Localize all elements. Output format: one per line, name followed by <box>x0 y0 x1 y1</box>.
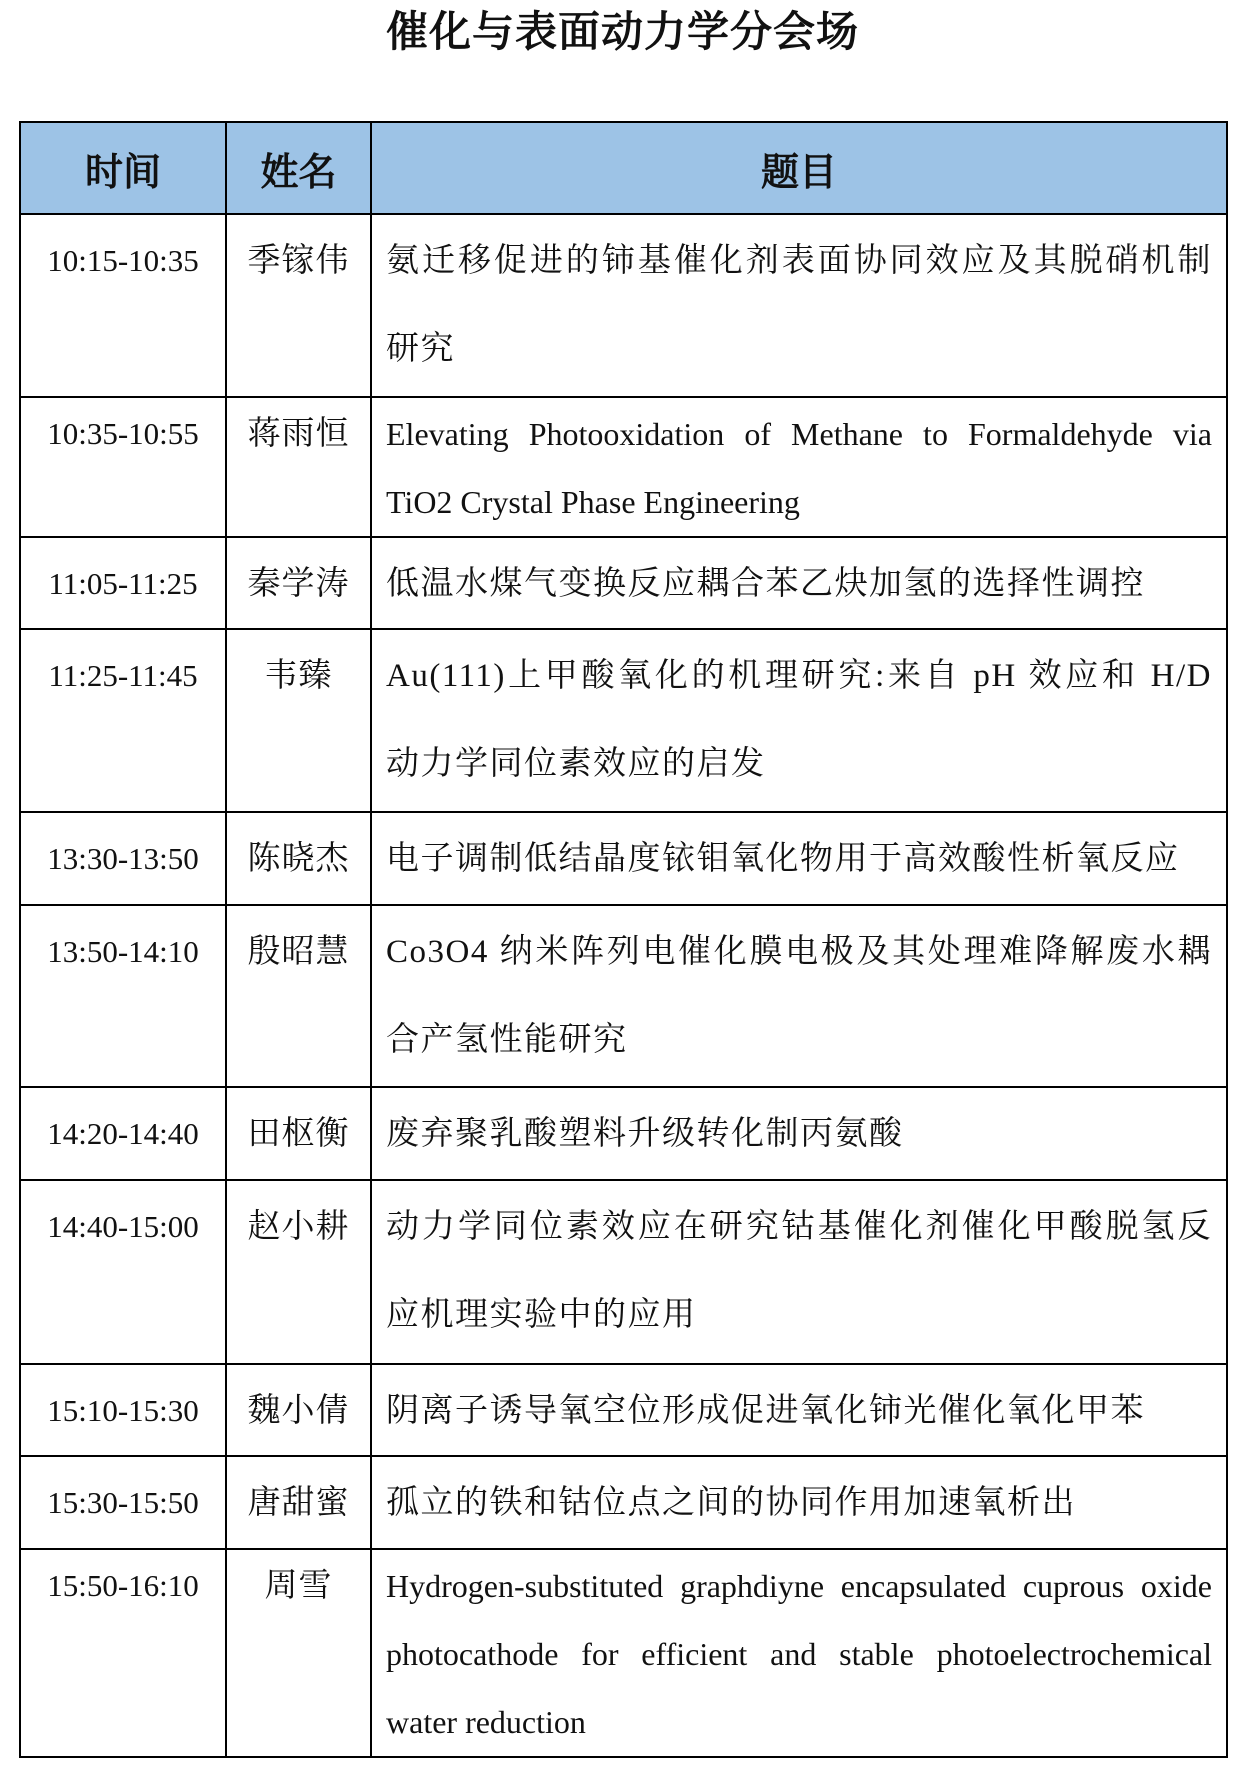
table-header-row <box>20 122 1227 214</box>
time-cell: 15:50-16:10 <box>20 1549 226 1757</box>
time-cell: 15:30-15:50 <box>20 1456 226 1549</box>
table-row <box>20 537 1227 629</box>
time-cell: 14:20-14:40 <box>20 1087 226 1180</box>
table-row <box>20 1456 1227 1549</box>
speaker-name: 赵小耕 <box>226 1180 371 1364</box>
header-time: 时间 <box>20 122 226 214</box>
time-cell: 13:50-14:10 <box>20 905 226 1087</box>
talk-topic: 废弃聚乳酸塑料升级转化制丙氨酸 <box>371 1087 1227 1180</box>
speaker-name: 魏小倩 <box>226 1364 371 1456</box>
schedule-table <box>19 121 1228 1758</box>
table-row <box>20 905 1227 1087</box>
speaker-name: 陈晓杰 <box>226 812 371 905</box>
table-row <box>20 214 1227 397</box>
header-topic: 题目 <box>371 122 1227 214</box>
speaker-name: 秦学涛 <box>226 537 371 629</box>
talk-topic: Hydrogen-substituted graphdiyne encapsulated cuprous oxide photocathode for efficient and stable photoelectrochemical water reduction <box>371 1549 1227 1757</box>
table-row <box>20 812 1227 905</box>
time-cell: 15:10-15:30 <box>20 1364 226 1456</box>
header-name: 姓名 <box>226 122 371 214</box>
talk-topic: Elevating Photooxidation of Methane to Formaldehyde via TiO2 Crystal Phase Engineering <box>371 397 1227 537</box>
time-cell: 14:40-15:00 <box>20 1180 226 1364</box>
speaker-name: 周雪 <box>226 1549 371 1757</box>
table-row <box>20 1087 1227 1180</box>
time-cell: 10:35-10:55 <box>20 397 226 537</box>
talk-topic: 动力学同位素效应在研究钴基催化剂催化甲酸脱氢反应机理实验中的应用 <box>371 1180 1227 1364</box>
time-cell: 10:15-10:35 <box>20 214 226 397</box>
talk-topic: Au(111)上甲酸氧化的机理研究:来自 pH 效应和 H/D 动力学同位素效应的启发 <box>371 629 1227 812</box>
talk-topic: 孤立的铁和钴位点之间的协同作用加速氧析出 <box>371 1456 1227 1549</box>
talk-topic: Co3O4 纳米阵列电催化膜电极及其处理难降解废水耦合产氢性能研究 <box>371 905 1227 1087</box>
speaker-name: 唐甜蜜 <box>226 1456 371 1549</box>
talk-topic: 电子调制低结晶度铱钼氧化物用于高效酸性析氧反应 <box>371 812 1227 905</box>
table-row <box>20 397 1227 537</box>
table-row <box>20 1549 1227 1757</box>
time-cell: 13:30-13:50 <box>20 812 226 905</box>
speaker-name: 蒋雨恒 <box>226 397 371 537</box>
time-cell: 11:05-11:25 <box>20 537 226 629</box>
speaker-name: 田枢衡 <box>226 1087 371 1180</box>
table-row <box>20 1364 1227 1456</box>
speaker-name: 季镓伟 <box>226 214 371 397</box>
time-cell: 11:25-11:45 <box>20 629 226 812</box>
speaker-name: 韦臻 <box>226 629 371 812</box>
talk-topic: 氨迁移促进的铈基催化剂表面协同效应及其脱硝机制研究 <box>371 214 1227 397</box>
table-row <box>20 1180 1227 1364</box>
speaker-name: 殷昭慧 <box>226 905 371 1087</box>
talk-topic: 低温水煤气变换反应耦合苯乙炔加氢的选择性调控 <box>371 537 1227 629</box>
table-row <box>20 629 1227 812</box>
talk-topic: 阴离子诱导氧空位形成促进氧化铈光催化氧化甲苯 <box>371 1364 1227 1456</box>
page-title: 催化与表面动力学分会场 <box>385 10 859 56</box>
